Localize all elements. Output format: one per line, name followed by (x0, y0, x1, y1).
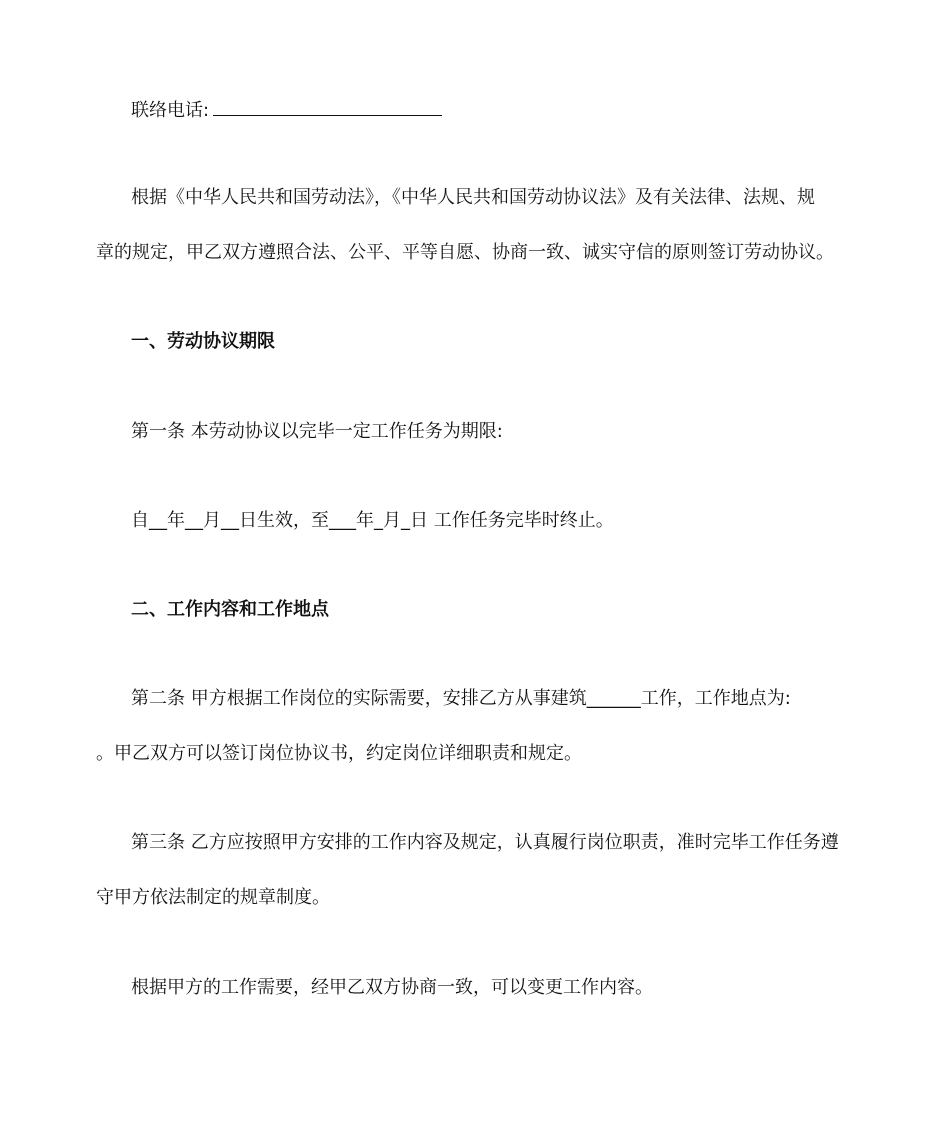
section-2-heading: 二、工作内容和工作地点 (131, 599, 329, 620)
contact-phone-blank (213, 97, 442, 116)
article-2-line-1: 第二条 甲方根据工作岗位的实际需要，安排乙方从事建筑______工作，工作地点为: (131, 688, 791, 709)
work-change-paragraph: 根据甲方的工作需要，经甲乙双方协商一致，可以变更工作内容。 (131, 977, 653, 998)
article-3-line-2: 守甲方依法制定的规章制度。 (96, 887, 330, 908)
contact-phone-line (131, 97, 442, 123)
intro-line-1: 根据《中华人民共和国劳动法》，《中华人民共和国劳动协议法》及有关法律、法规、规 (131, 187, 815, 208)
article-2-line-2: 。甲乙双方可以签订岗位协议书，约定岗位详细职责和规定。 (96, 743, 582, 764)
article-1: 第一条 本劳动协议以完毕一定工作任务为期限: (131, 421, 503, 442)
article-3-line-1: 第三条 乙方应按照甲方安排的工作内容及规定，认真履行岗位职责，准时完毕工作任务遵 (131, 832, 839, 853)
contact-phone-label: 联络电话: (131, 100, 210, 121)
section-1-heading: 一、劳动协议期限 (131, 331, 275, 352)
contract-term-line: 自__年__月__日生效，至___年_月_日 工作任务完毕时终止。 (131, 510, 614, 531)
intro-line-2: 章的规定，甲乙双方遵照合法、公平、平等自愿、协商一致、诚实守信的原则签订劳动协议。 (96, 242, 834, 263)
